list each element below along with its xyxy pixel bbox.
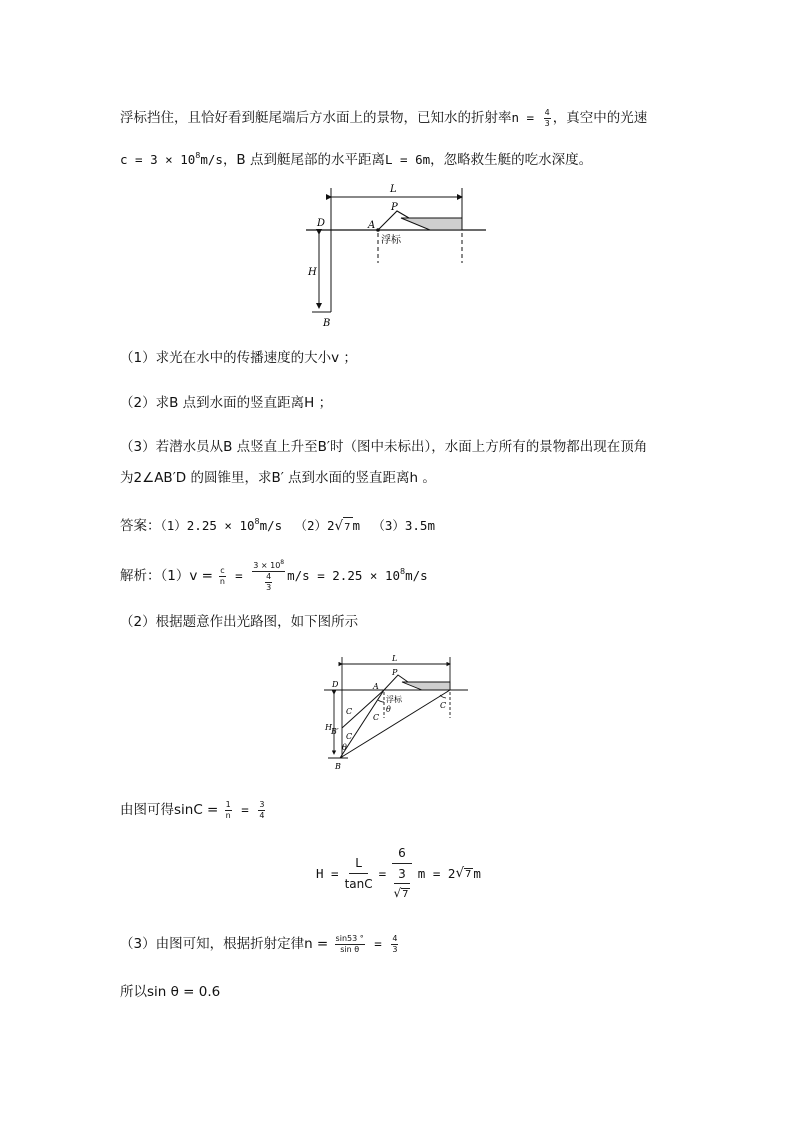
- fig2-label-B: B: [335, 762, 341, 771]
- fig2-label-H: H: [325, 723, 332, 732]
- fig1-label-A: A: [368, 220, 376, 231]
- fig2-label-C3: C: [346, 707, 353, 716]
- intro-line-1: 浮标挡住，且恰好看到艇尾端后方水面上的景物，已知水的折射率n = $\frac{4}{3}$ ，真空中的光速: [120, 107, 648, 128]
- fig2-label-A: A: [373, 682, 379, 691]
- figure-2-diagram: [316, 650, 476, 775]
- question-1: （1）求光在水中的传播速度的大小v ；: [120, 350, 357, 366]
- fig1-label-P: P: [391, 202, 398, 213]
- intro-line-2: $c = 3 \times 10^8m/s$，B 点到艇尾部的水平距离L = 6m，忽略救生艇的吃水深度。: [120, 151, 593, 168]
- solution-part-1: 解析：（1）v = $\frac{c}{n}$ = $\frac{3 \times 10^8}{\frac{4}{3}}$ $m/s = 2.25 \times 10^8m/s$: [120, 559, 428, 592]
- fig2-label-D: D: [332, 680, 339, 689]
- refractive-index-fraction: $\frac{4}{3}$: [544, 107, 550, 128]
- fig1-label-L: L: [390, 184, 397, 195]
- fig2-label-Bprime: B′: [331, 727, 339, 736]
- fig2-label-C2: C: [440, 701, 447, 710]
- fig1-label-D: D: [317, 218, 326, 229]
- fig2-label-theta2: θ: [342, 743, 347, 752]
- fig2-label-L: L: [392, 654, 398, 663]
- fig2-label-buoy: 浮标: [386, 695, 402, 704]
- question-2: （2）求B 点到水面的竖直距离H ；: [120, 395, 333, 411]
- fig2-label-theta: θ: [386, 705, 391, 714]
- figure-1-diagram: [290, 178, 500, 333]
- question-3-line-1: （3）若潜水员从B 点竖直上升至B′时（图中未标出），水面上方所有的景物都出现在顶角: [120, 439, 648, 455]
- sqrt-symbol: √7: [335, 516, 353, 538]
- fig2-label-C1: C: [373, 713, 380, 722]
- fig1-label-H: H: [308, 267, 317, 278]
- sin-theta-result: 所以sin θ = 0.6: [120, 984, 221, 1000]
- fig2-label-P: P: [392, 668, 398, 677]
- question-3-line-2: 为2∠AB′D 的圆锥里，求B′ 点到水面的竖直距离h 。: [120, 470, 436, 486]
- fig2-label-C4: C: [346, 732, 353, 741]
- solution-part-2-intro: （2）根据题意作出光路图，如下图所示: [120, 614, 359, 630]
- answer-line: 答案：$(1)2.25 \times 10^8m/s$ （2）2√7 m （3）3.5m: [120, 512, 435, 538]
- H-equation: H = $\frac{L}{\tan C}$ = 6 3 √7 m = 2 √7 m: [316, 846, 481, 900]
- snell-equation: （3）由图可知，根据折射定律n = $\frac{\sin 53 ^\circ}{\text{sin θ}}$ = $\frac{4}{3}$: [120, 933, 398, 954]
- fig1-label-buoy: 浮标: [381, 235, 401, 246]
- sinC-equation: 由图可得sinC = $\frac{1}{n}$ = $\frac{3}{4}$: [120, 799, 265, 820]
- fig1-label-B: B: [323, 318, 331, 329]
